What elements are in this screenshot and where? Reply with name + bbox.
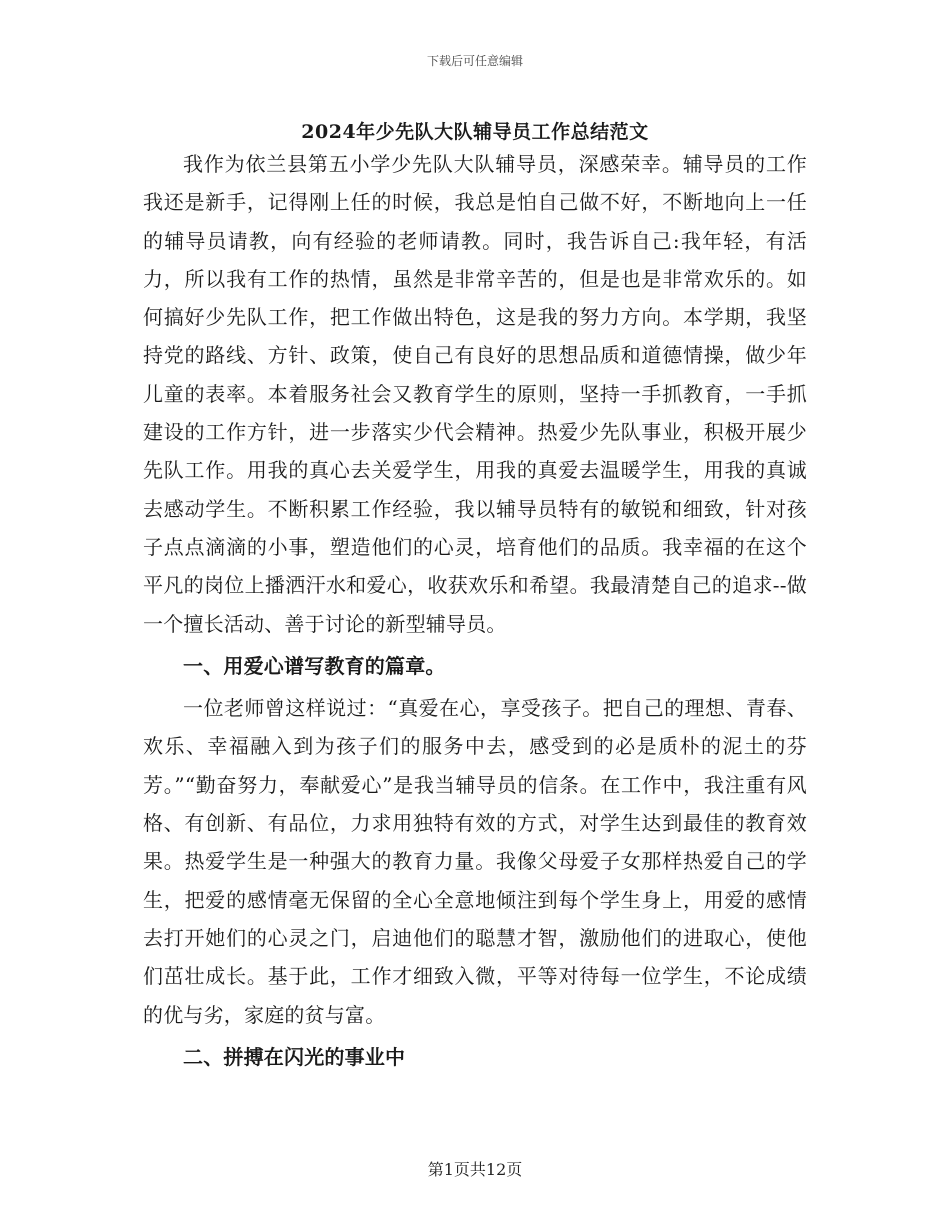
section-heading-1: 一、用爱心谱写教育的篇章。 [183, 653, 446, 678]
page-header: 下载后可任意编辑 [426, 54, 523, 68]
body-paragraph-section-1: 一位老师曾这样说过：“真爱在心，享受孩子。把自己的理想、青春、欢乐、幸福融入到为孩子们的服务中去，感受到的必是质朴的泥土的芬芳。”“勤奋努力，奉献爱心”是我当辅导员的信条。在工作中，我注重有风格、有创新、有品位，力求用独特有效的方式，对学生达到最佳的教育效果。热爱学生是一种强大的教育力量。我像父母爱子女那样热爱自己的学生，把爱的感情毫无保留的全心全意地倾注到每个学生身上，用爱的感情去打开她们的心灵之门，启迪他们的聪慧才智，激励他们的进取心，使他们茁壮成长。基于此，工作才细致入微，平等对待每一位学生，不论成绩的优与劣，家庭的贫与富。 [143, 696, 807, 1027]
page-number: 第1页共12页 [427, 1160, 523, 1179]
document-title: 2024年少先队大队辅导员工作总结范文 [301, 121, 649, 143]
body-paragraph-intro: 我作为依兰县第五小学少先队大队辅导员，深感荣幸。辅导员的工作我还是新手，记得刚上任的时候，我总是怕自己做不好，不断地向上一任的辅导员请教，向有经验的老师请教。同时，我告诉自己:我年轻，有活力，所以我有工作的热情，虽然是非常辛苦的，但是也是非常欢乐的。如何搞好少先队工作，把工作做出特色，这是我的努力方向。本学期，我坚持党的路线、方针、政策，使自己有良好的思想品质和道德情操，做少年儿童的表率。本着服务社会又教育学生的原则，坚持一手抓教育，一手抓建设的工作方针，进一步落实少代会精神。热爱少先队事业，积极开展少先队工作。用我的真心去关爱学生，用我的真爱去温暖学生，用我的真诚去感动学生。不断积累工作经验，我以辅导员特有的敏锐和细致，针对孩子点点滴滴的小事，塑造他们的心灵，培育他们的品质。我幸福的在这个平凡的岗位上播洒汗水和爱心，收获欢乐和希望。我最清楚自己的追求--做一个擅长活动、善于讨论的新型辅导员。 [143, 152, 807, 636]
section-heading-2: 二、拼搏在闪光的事业中 [183, 1044, 406, 1069]
document-body [143, 145, 807, 1080]
